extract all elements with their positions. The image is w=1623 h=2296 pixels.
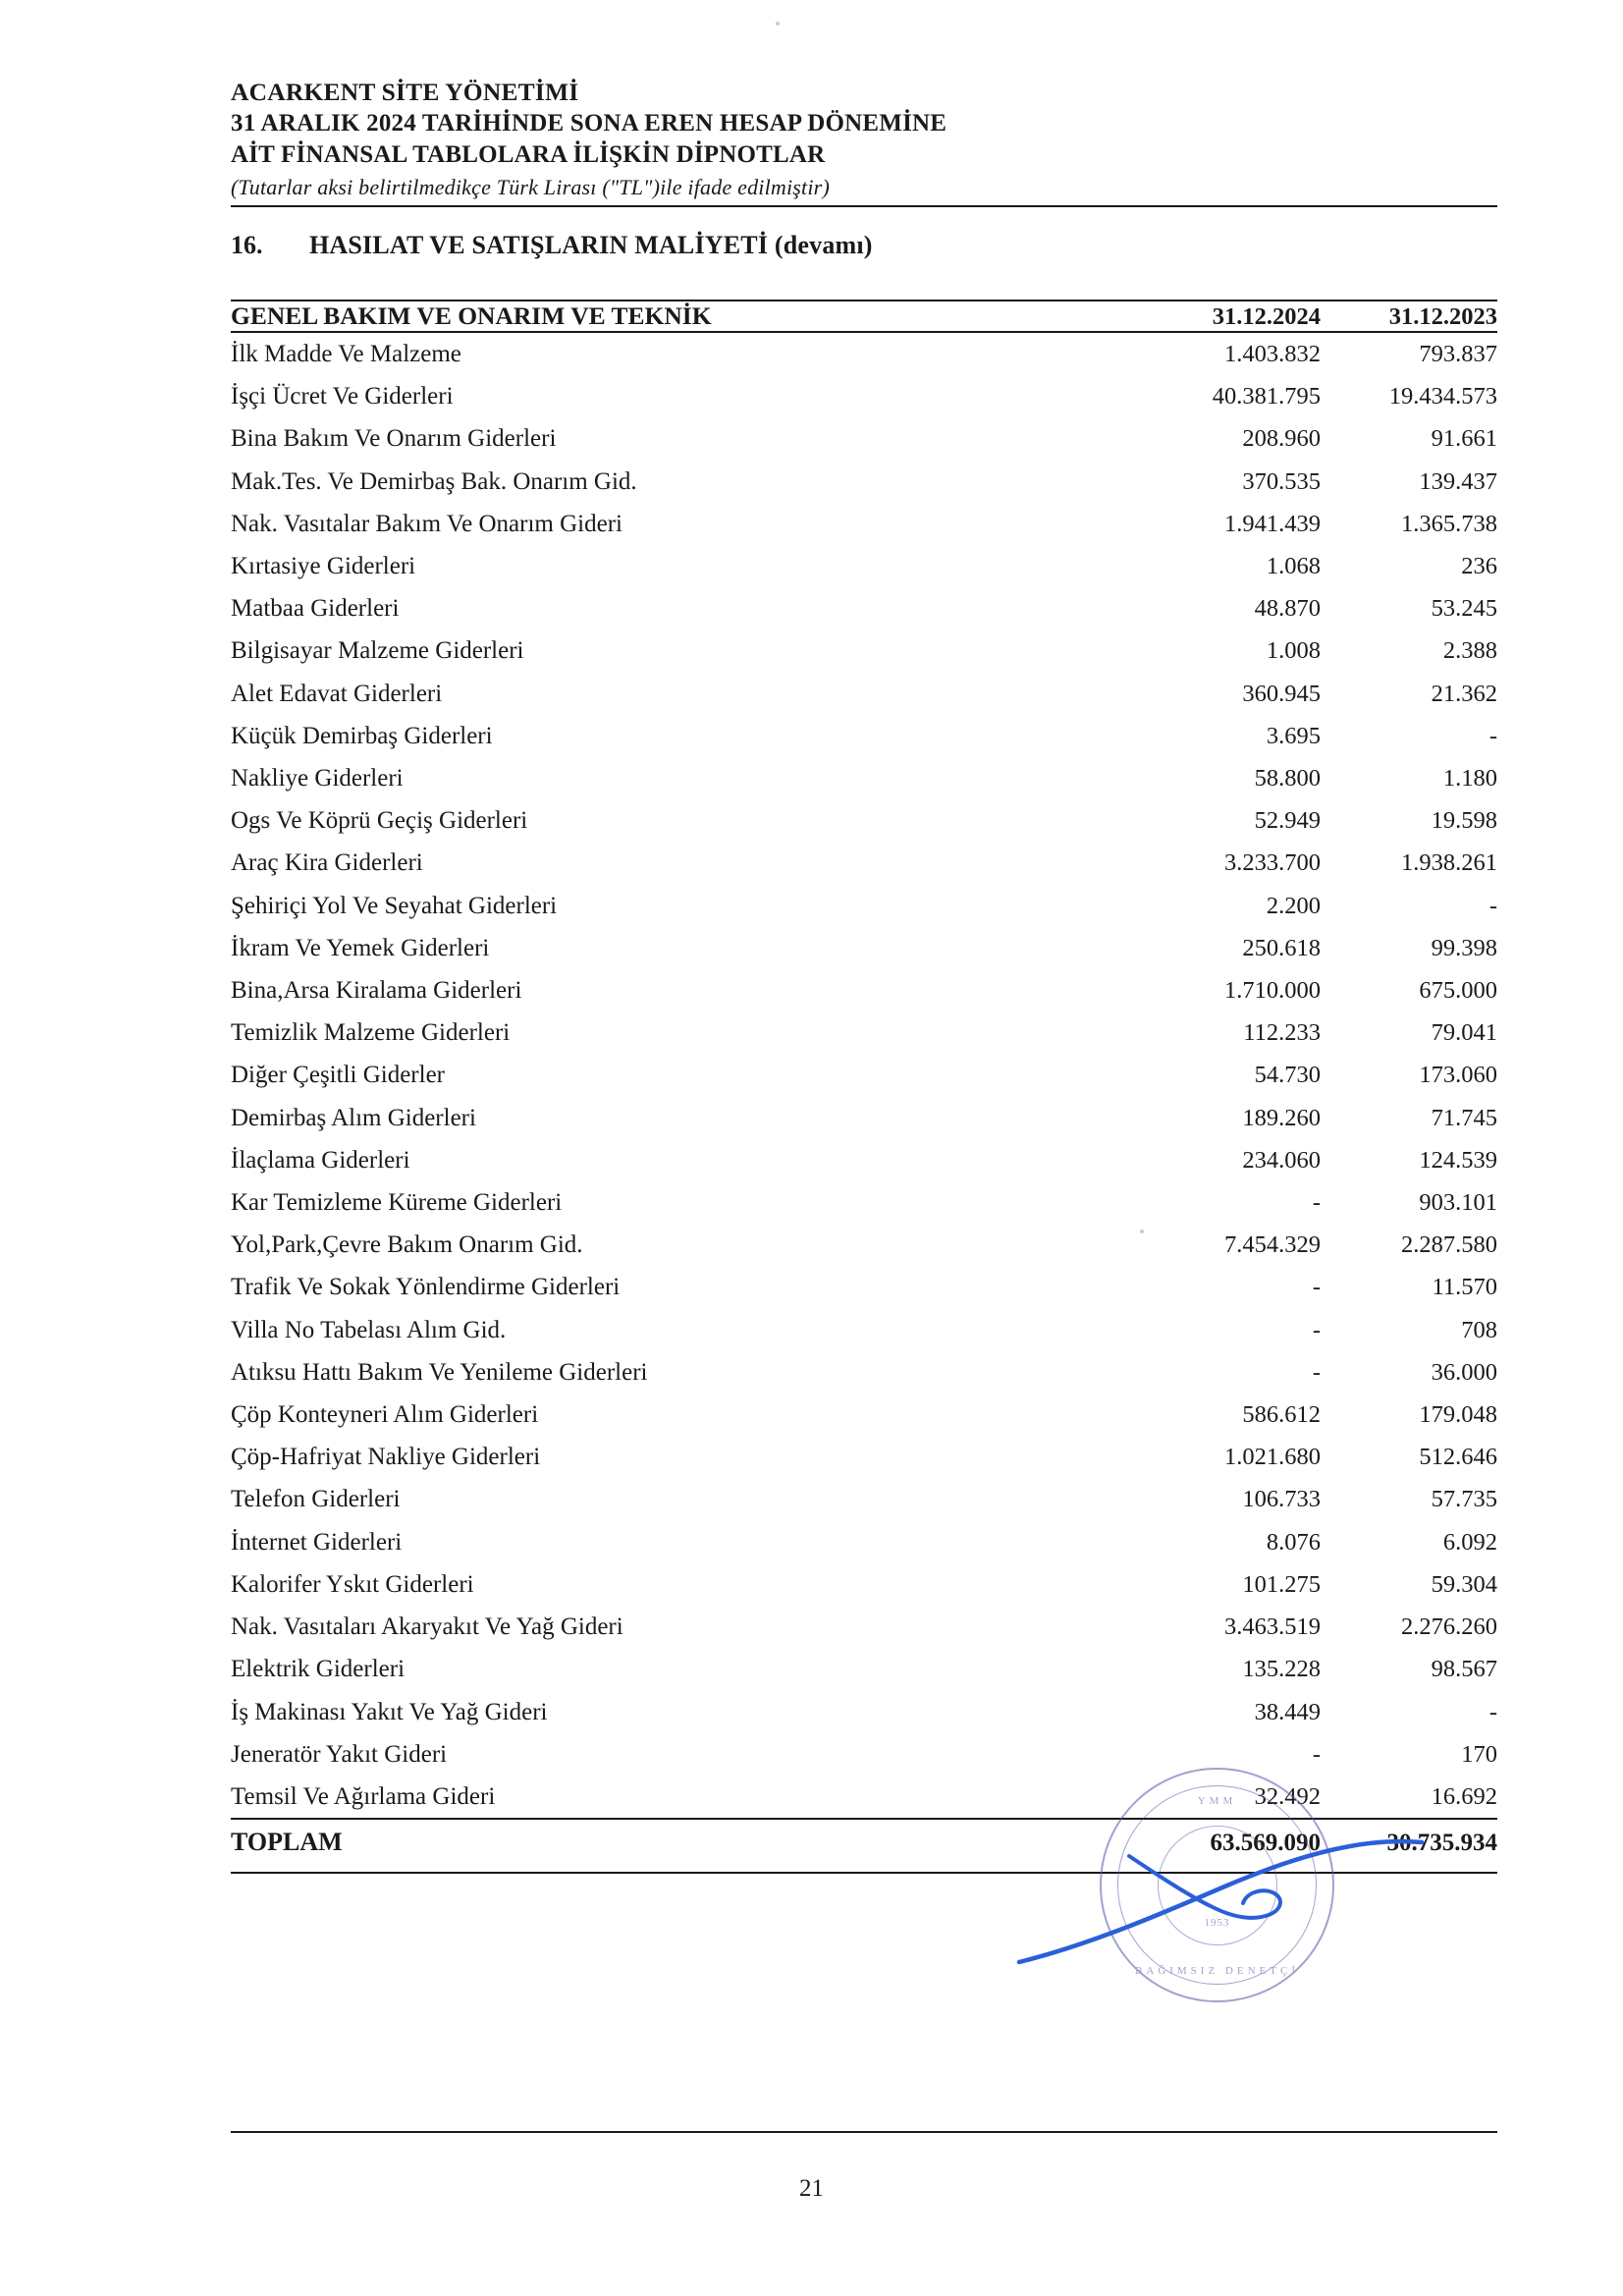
row-value-2024: 1.710.000 (1224, 977, 1321, 1005)
column-header-2024: 31.12.2024 (1139, 301, 1321, 332)
row-value-2024: 112.233 (1243, 1019, 1321, 1047)
row-label: Mak.Tes. Ve Demirbaş Bak. Onarım Gid. (231, 467, 637, 495)
row-value-2023: 6.092 (1442, 1528, 1497, 1556)
row-label: Elektrik Giderleri (231, 1656, 406, 1683)
table-row (231, 1691, 1497, 1733)
row-value-2024: 32.492 (1254, 1782, 1321, 1810)
row-value-2024: 1.941.439 (1224, 510, 1321, 537)
table-row (231, 757, 1497, 799)
table-row (231, 673, 1497, 715)
row-value-2024: - (1312, 1740, 1321, 1768)
row-value-2023: 179.048 (1419, 1401, 1497, 1429)
row-label: Kırtasiye Giderleri (231, 553, 416, 580)
note-number: 16. (231, 231, 263, 259)
row-value-2024: 189.260 (1242, 1104, 1321, 1131)
row-value-2024: 38.449 (1254, 1698, 1321, 1725)
row-value-2024: 2.200 (1266, 892, 1321, 919)
row-value-2024: 52.949 (1254, 807, 1321, 835)
company-name: ACARKENT SİTE YÖNETİMİ (231, 78, 579, 106)
expense-table (231, 300, 1497, 1874)
footer-divider (231, 2131, 1497, 2133)
row-value-2023: - (1488, 722, 1497, 749)
row-value-2023: 2.388 (1442, 637, 1497, 665)
row-label: İnternet Giderleri (231, 1528, 403, 1556)
row-value-2023: 236 (1461, 553, 1497, 580)
stamp-top-text: YMM (1197, 1795, 1237, 1807)
statement-line: AİT FİNANSAL TABLOLARA İLİŞKİN DİPNOTLAR (231, 141, 826, 168)
row-value-2024: 1.021.680 (1224, 1444, 1321, 1471)
table-row (231, 1478, 1497, 1520)
row-label: İş Makinası Yakıt Ve Yağ Gideri (231, 1698, 548, 1725)
row-value-2024: 1.068 (1266, 553, 1321, 580)
row-value-2024: - (1312, 1189, 1321, 1217)
row-value-2023: 16.692 (1431, 1782, 1497, 1810)
row-label: Matbaa Giderleri (231, 595, 400, 623)
row-value-2023: 11.570 (1432, 1274, 1497, 1301)
expense-table-wrapper (231, 300, 1497, 1874)
row-value-2024: 7.454.329 (1224, 1231, 1321, 1259)
row-value-2024: 106.733 (1242, 1486, 1321, 1513)
row-value-2024: 3.463.519 (1224, 1613, 1321, 1641)
row-value-2023: 57.735 (1431, 1486, 1497, 1513)
row-label: Nak. Vasıtalar Bakım Ve Onarım Gideri (231, 510, 622, 537)
table-head (231, 301, 1497, 332)
row-value-2024: 40.381.795 (1212, 383, 1321, 410)
row-label: Bina Bakım Ve Onarım Giderleri (231, 425, 557, 453)
row-label: Nakliye Giderleri (231, 765, 404, 793)
row-label: Alet Edavat Giderleri (231, 680, 443, 707)
row-value-2024: 234.060 (1242, 1146, 1321, 1174)
row-value-2023: 19.598 (1431, 807, 1497, 835)
row-value-2024: 3.695 (1266, 722, 1321, 749)
row-label: İşçi Ücret Ve Giderleri (231, 383, 454, 410)
row-label: Villa No Tabelası Alım Gid. (231, 1316, 507, 1343)
row-value-2024: 370.535 (1242, 467, 1321, 495)
row-label: Bilgisayar Malzeme Giderleri (231, 637, 524, 665)
row-label: Demirbaş Alım Giderleri (231, 1104, 476, 1131)
table-row (231, 375, 1497, 417)
table-row (231, 927, 1497, 969)
stamp-and-signature (1011, 1758, 1443, 2052)
row-label: Temsil Ve Ağırlama Gideri (231, 1782, 496, 1810)
note-title: HASILAT VE SATIŞLARIN MALİYETİ (devamı) (309, 231, 873, 259)
table-row (231, 503, 1497, 545)
row-value-2023: 99.398 (1431, 934, 1497, 961)
row-value-2023: - (1488, 892, 1497, 919)
stamp-inner-ring (1158, 1826, 1277, 1945)
row-value-2024: - (1312, 1316, 1321, 1343)
row-value-2024: 586.612 (1242, 1401, 1321, 1429)
row-value-2024: 54.730 (1254, 1062, 1321, 1089)
row-label: Atıksu Hattı Bakım Ve Yenileme Giderleri (231, 1358, 648, 1386)
row-value-2023: 53.245 (1431, 595, 1497, 623)
row-label: Temizlik Malzeme Giderleri (231, 1019, 511, 1047)
row-value-2023: 512.646 (1419, 1444, 1497, 1471)
table-row (231, 332, 1497, 375)
scan-speck (776, 22, 780, 26)
table-row (231, 1606, 1497, 1648)
table-body (231, 332, 1497, 1873)
row-label: Bina,Arsa Kiralama Giderleri (231, 977, 522, 1005)
table-row (231, 1011, 1497, 1054)
row-value-2024: 58.800 (1254, 765, 1321, 793)
row-label: Kalorifer Yskıt Giderleri (231, 1570, 474, 1598)
page-number: 21 (799, 2175, 824, 2202)
table-row (231, 1436, 1497, 1478)
row-label: Küçük Demirbaş Giderleri (231, 722, 493, 749)
row-label: Telefon Giderleri (231, 1486, 401, 1513)
row-value-2024: 8.076 (1266, 1528, 1321, 1556)
row-value-2024: 1.008 (1266, 637, 1321, 665)
table-row (231, 969, 1497, 1011)
row-value-2023: - (1488, 1698, 1497, 1725)
table-row (231, 1309, 1497, 1351)
table-row (231, 842, 1497, 884)
table-row (231, 799, 1497, 842)
row-value-2024: 135.228 (1242, 1656, 1321, 1683)
row-label: Jeneratör Yakıt Gideri (231, 1740, 448, 1768)
row-value-2023: 793.837 (1419, 341, 1497, 367)
row-value-2024: 208.960 (1242, 425, 1321, 453)
row-label: Çöp Konteyneri Alım Giderleri (231, 1401, 539, 1429)
row-value-2024: 48.870 (1254, 595, 1321, 623)
table-row (231, 885, 1497, 927)
table-row (231, 1054, 1497, 1096)
row-value-2023: 675.000 (1419, 977, 1497, 1005)
row-value-2023: 36.000 (1431, 1358, 1497, 1386)
stamp-year: 1953 (1204, 1917, 1230, 1929)
row-label: Diğer Çeşitli Giderler (231, 1062, 445, 1089)
row-value-2023: 708 (1461, 1316, 1497, 1343)
table-row (231, 587, 1497, 629)
auditor-stamp (1100, 1768, 1334, 2002)
table-row (231, 1097, 1497, 1139)
row-value-2023: 98.567 (1431, 1656, 1497, 1683)
table-row (231, 1351, 1497, 1394)
row-value-2024: - (1312, 1274, 1321, 1301)
row-value-2023: 59.304 (1431, 1570, 1497, 1598)
row-label: Nak. Vasıtaları Akaryakıt Ve Yağ Gideri (231, 1613, 623, 1641)
row-value-2023: 71.745 (1431, 1104, 1497, 1131)
note-heading (231, 231, 1497, 260)
row-label: İlk Madde Ve Malzeme (231, 341, 461, 367)
row-label: Kar Temizleme Küreme Giderleri (231, 1189, 563, 1217)
row-label: Araç Kira Giderleri (231, 849, 423, 877)
document-header (231, 77, 1497, 207)
row-value-2023: 2.276.260 (1401, 1613, 1497, 1641)
row-label: İkram Ve Yemek Giderleri (231, 934, 490, 961)
stamp-bottom-text: BAĞIMSIZ DENETÇİ (1135, 1965, 1299, 1977)
row-value-2023: 903.101 (1419, 1189, 1497, 1217)
header-divider (231, 205, 1497, 207)
total-label: TOPLAM (231, 1819, 1139, 1873)
row-label: Ogs Ve Köprü Geçiş Giderleri (231, 807, 528, 835)
row-value-2023: 79.041 (1431, 1019, 1497, 1047)
row-value-2024: 3.233.700 (1224, 849, 1321, 877)
table-header-row (231, 301, 1497, 332)
column-header-category: GENEL BAKIM VE ONARIM VE TEKNİK (231, 301, 1139, 332)
table-row (231, 1139, 1497, 1181)
page-content (231, 77, 1497, 1874)
table-row (231, 1648, 1497, 1690)
table-row (231, 417, 1497, 460)
row-label: Çöp-Hafriyat Nakliye Giderleri (231, 1444, 541, 1471)
row-label: Yol,Park,Çevre Bakım Onarım Gid. (231, 1231, 583, 1259)
table-row (231, 1563, 1497, 1606)
table-row (231, 1266, 1497, 1308)
row-value-2023: 21.362 (1431, 680, 1497, 707)
row-value-2023: 1.938.261 (1401, 849, 1497, 877)
table-row (231, 1521, 1497, 1563)
total-value-2023: 30.735.934 (1321, 1819, 1497, 1873)
total-value-2024: 63.569.090 (1139, 1819, 1321, 1873)
row-value-2023: 91.661 (1431, 425, 1497, 453)
table-row (231, 629, 1497, 672)
table-row (231, 461, 1497, 503)
row-label: Şehiriçi Yol Ve Seyahat Giderleri (231, 892, 558, 919)
row-value-2023: 19.434.573 (1388, 383, 1497, 410)
table-row (231, 715, 1497, 757)
row-label: Trafik Ve Sokak Yönlendirme Giderleri (231, 1274, 621, 1301)
currency-note: (Tutarlar aksi belirtilmedikçe Türk Lirası ("TL")ile ifade edilmiştir) (231, 175, 830, 199)
row-value-2024: - (1312, 1358, 1321, 1386)
row-value-2024: 250.618 (1242, 934, 1321, 961)
row-value-2023: 124.539 (1419, 1146, 1497, 1174)
row-value-2023: 173.060 (1419, 1062, 1497, 1089)
row-value-2023: 139.437 (1419, 467, 1497, 495)
row-value-2023: 2.287.580 (1401, 1231, 1497, 1259)
row-value-2023: 1.180 (1442, 765, 1497, 793)
row-value-2024: 360.945 (1242, 680, 1321, 707)
table-row (231, 1394, 1497, 1436)
row-value-2024: 1.403.832 (1224, 341, 1321, 367)
column-header-2023: 31.12.2023 (1321, 301, 1497, 332)
table-row (231, 1224, 1497, 1266)
row-value-2024: 101.275 (1242, 1570, 1321, 1598)
row-value-2023: 1.365.738 (1401, 510, 1497, 537)
row-label: İlaçlama Giderleri (231, 1146, 410, 1174)
table-row (231, 1181, 1497, 1224)
row-value-2023: 170 (1461, 1740, 1497, 1768)
table-row (231, 545, 1497, 587)
period-line: 31 ARALIK 2024 TARİHİNDE SONA EREN HESAP DÖNEMİNE (231, 110, 947, 137)
